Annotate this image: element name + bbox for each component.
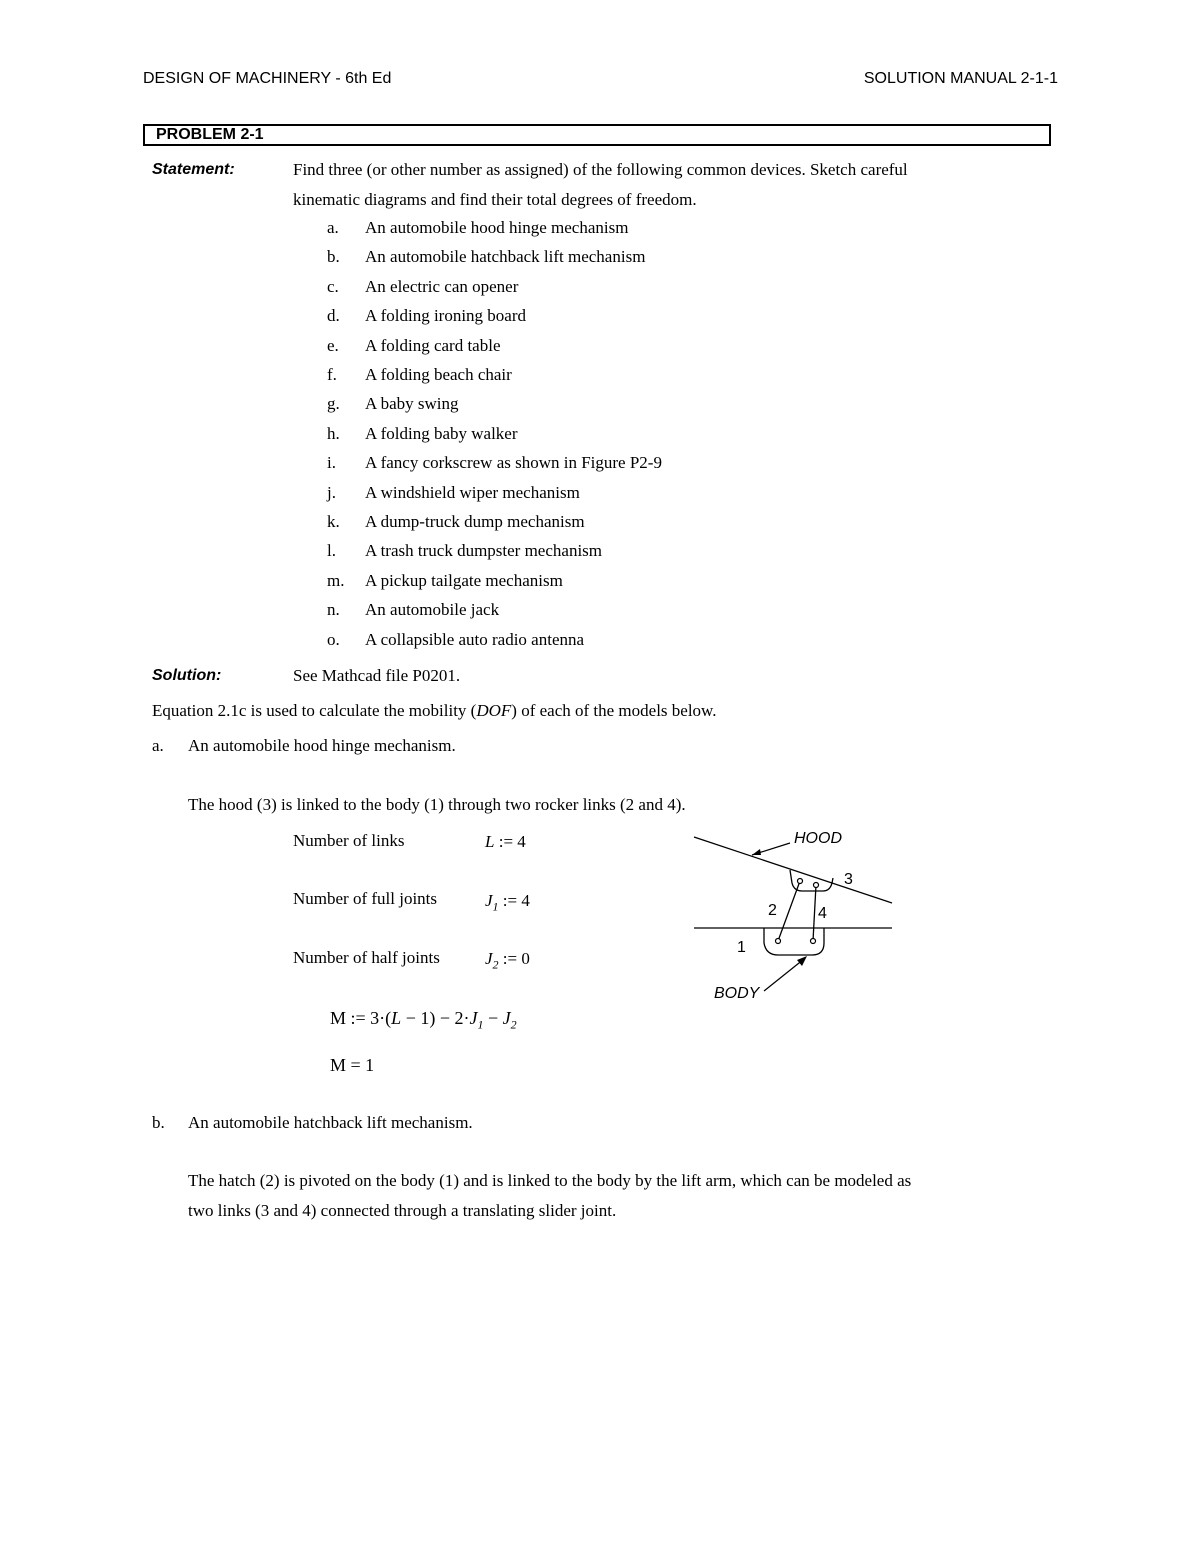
list-item: A windshield wiper mechanism <box>365 483 580 502</box>
formula-three: 3 <box>370 1008 380 1028</box>
list-item-letter: a. <box>327 218 339 237</box>
link-label-2: 2 <box>768 902 777 919</box>
list-item: A fancy corkscrew as shown in Figure P2-9 <box>365 453 662 472</box>
list-item: A dump-truck dump mechanism <box>365 512 585 531</box>
list-item: A folding baby walker <box>365 424 518 443</box>
part-b-line-2: two links (3 and 4) connected through a translating slider joint. <box>188 1201 617 1220</box>
list-item: A baby swing <box>365 394 459 413</box>
hood-hinge-diagram <box>680 815 910 1015</box>
half-joints-value: 0 <box>521 949 530 968</box>
formula-j1-sub: 1 <box>477 1017 484 1032</box>
list-item-letter: j. <box>327 483 336 502</box>
body-leader <box>764 959 804 991</box>
mobility-formula: M := $3\cdot(L - 1) - 2\cdot J_1 - J_2$ <box>330 1008 517 1032</box>
list-item-letter: d. <box>327 306 340 325</box>
hood-arrowhead <box>752 849 761 855</box>
part-b-title: An automobile hatchback lift mechanism. <box>188 1113 473 1132</box>
mobility-result <box>330 1055 374 1076</box>
var-j1-sub: 1 <box>492 899 499 914</box>
list-item: An electric can opener <box>365 277 519 296</box>
pivot-hood-2 <box>798 879 803 884</box>
list-item-letter: n. <box>327 600 340 619</box>
var-j1: J <box>485 891 493 910</box>
list-item: A collapsible auto radio antenna <box>365 630 585 649</box>
list-item-letter: m. <box>327 571 345 590</box>
list-item: A folding card table <box>365 336 501 355</box>
part-a-letter: a. <box>152 736 164 755</box>
list-item: A folding ironing board <box>365 306 527 325</box>
list-item-letter: b. <box>327 247 340 266</box>
formula-two: 2 <box>454 1008 464 1028</box>
list-item-letter: c. <box>327 277 339 296</box>
result-eq: = <box>350 1055 361 1075</box>
list-item: An automobile hood hinge mechanism <box>365 218 629 237</box>
equation-intro-dof: DOF <box>476 701 512 720</box>
problem-title: PROBLEM 2-1 <box>156 126 264 143</box>
header-left: DESIGN OF MACHINERY - 6th Ed <box>143 70 392 87</box>
half-joints-eq: $J_2$ := 0 <box>485 949 530 972</box>
formula-assign: := <box>350 1008 366 1028</box>
link-label-4: 4 <box>818 905 827 922</box>
links-value: 4 <box>517 832 526 851</box>
link-2 <box>778 881 800 941</box>
var-j2-sub: 2 <box>492 957 499 972</box>
statement-line-2: kinematic diagrams and find their total degrees of freedom. <box>293 190 697 209</box>
var-l: L <box>485 832 495 851</box>
list-item-letter: g. <box>327 394 340 413</box>
formula-j2-sub: 2 <box>510 1017 517 1032</box>
links-eq: L := 4 <box>485 832 526 851</box>
pivot-body-2 <box>776 939 781 944</box>
statement-label: Statement: <box>152 161 235 178</box>
list-item: A folding beach chair <box>365 365 512 384</box>
list-item-letter: e. <box>327 336 339 355</box>
list-item: An automobile hatchback lift mechanism <box>365 247 646 266</box>
part-b-letter: b. <box>152 1113 165 1132</box>
link-label-3: 3 <box>844 871 853 888</box>
equation-intro <box>152 701 716 721</box>
list-item-letter: o. <box>327 630 340 649</box>
pivot-hood-4 <box>814 883 819 888</box>
list-item: An automobile jack <box>365 600 500 619</box>
links-label: Number of links <box>293 831 405 850</box>
formula-j2: J <box>502 1008 511 1028</box>
link-4 <box>813 885 816 941</box>
list-item: A trash truck dumpster mechanism <box>365 541 603 560</box>
statement-line-1: Find three (or other number as assigned) of the following common devices. Sketch careful <box>293 160 908 179</box>
formula-one: 1 <box>420 1008 430 1028</box>
half-joints-label: Number of half joints <box>293 948 440 967</box>
list-item-letter: i. <box>327 453 336 472</box>
var-j2: J <box>485 949 493 968</box>
pivot-body-4 <box>811 939 816 944</box>
result-value: 1 <box>365 1055 375 1075</box>
list-item-letter: l. <box>327 541 336 560</box>
list-item-letter: k. <box>327 512 340 531</box>
formula-l: L <box>391 1008 402 1028</box>
list-item: A pickup tailgate mechanism <box>365 571 563 590</box>
equation-intro-post: ) of each of the models below. <box>511 701 717 720</box>
part-a-title: An automobile hood hinge mechanism. <box>188 736 456 755</box>
formula-lhs: M <box>330 1008 347 1028</box>
result-lhs: M <box>330 1055 347 1075</box>
full-joints-eq: $J_1$ := 4 <box>485 891 530 914</box>
list-item-letter: h. <box>327 424 340 443</box>
problem-title-box <box>143 124 1051 146</box>
formula-j1: J <box>469 1008 478 1028</box>
full-joints-label: Number of full joints <box>293 889 438 908</box>
header-right: SOLUTION MANUAL 2-1-1 <box>863 70 1058 87</box>
link-label-1: 1 <box>737 939 746 956</box>
list-item-letter: f. <box>327 365 337 384</box>
hood-label: HOOD <box>794 830 842 847</box>
full-joints-value: 4 <box>521 891 530 910</box>
part-a-description: The hood (3) is linked to the body (1) through two rocker links (2 and 4). <box>188 795 686 814</box>
equation-intro-pre: Equation 2.1c is used to calculate the mobility ( <box>152 701 477 720</box>
body-arrowhead <box>797 956 807 966</box>
solution-text: See Mathcad file P0201. <box>293 666 461 685</box>
hood-line <box>694 837 892 903</box>
part-b-line-1: The hatch (2) is pivoted on the body (1) and is linked to the body by the lift arm, which can be modeled as <box>188 1171 912 1190</box>
body-label: BODY <box>714 985 760 1002</box>
solution-label: Solution: <box>152 667 222 684</box>
